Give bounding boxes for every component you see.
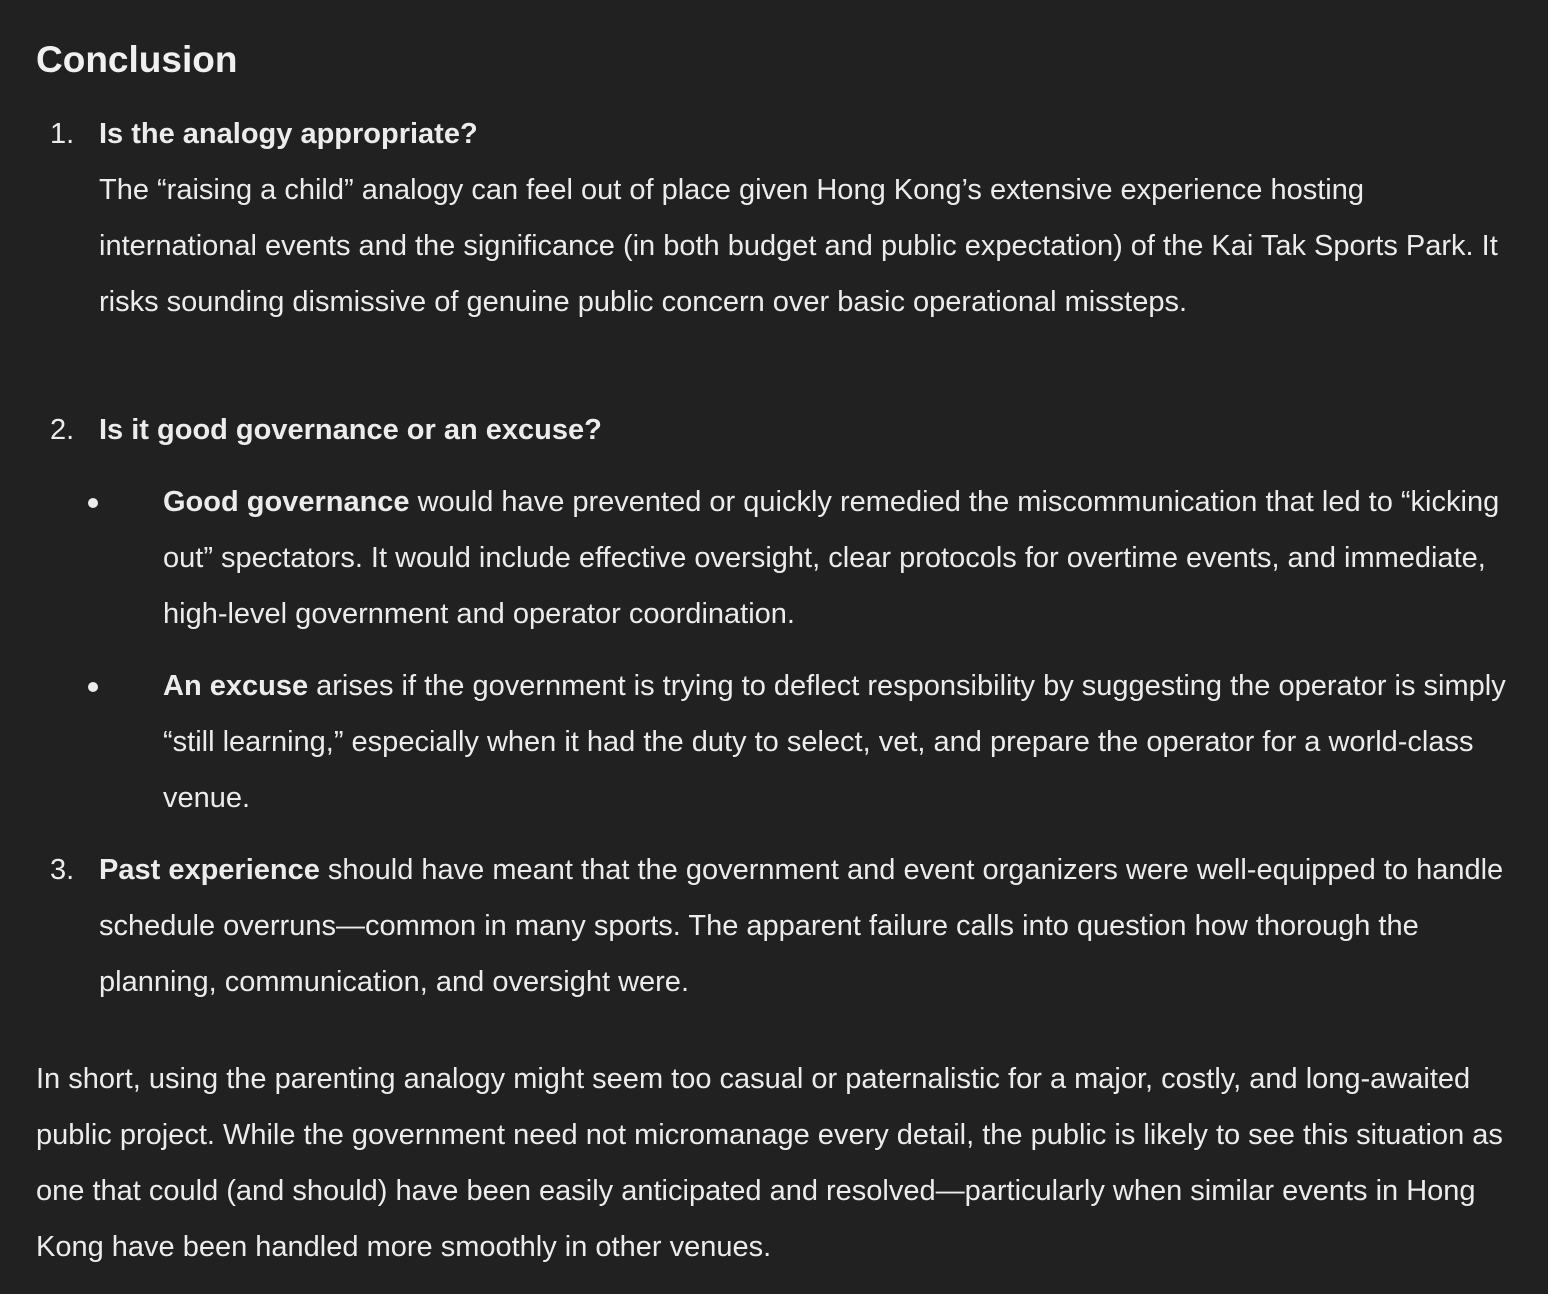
bullet-lead: An excuse: [163, 670, 309, 702]
list-item-body: [99, 106, 1512, 330]
list-item-text: should have meant that the government and event organizers were well-equipped to handle schedule overruns—common in many sports. The apparent failure calls into question how thorough the planning, communication, and oversight were.: [99, 854, 1504, 998]
bullet-dot-icon: [88, 682, 98, 692]
bullet-text: [163, 658, 1512, 826]
bullet-body: would have prevented or quickly remedied the miscommunication that led to “kicking out” spectators. It would include effective oversight, clear protocols for overtime events, and immediate, high-level government and operator coordination.: [163, 486, 1500, 630]
list-item-number: 1.: [50, 118, 75, 150]
list-item-title: Is the analogy appropriate?: [99, 118, 478, 150]
bullet-text: [163, 474, 1512, 642]
bullet-dot-icon: [88, 498, 98, 508]
list-item-number: 2.: [50, 414, 75, 446]
bullet-body: arises if the government is trying to deflect responsibility by suggesting the operator is simply “still learning,” especially when it had the duty to select, vet, and prepare the operator for a world-class venue.: [163, 670, 1506, 814]
list-item-body: [99, 402, 1512, 458]
list-item-title: Is it good governance or an excuse?: [99, 414, 602, 446]
list-item-text: The “raising a child” analogy can feel out of place given Hong Kong’s extensive experience hosting international events and the significance (in both budget and public expectation) of the Kai Tak Sports Park. It risks sounding dismissive of genuine public concern over basic operational missteps.: [99, 174, 1498, 318]
bullet-lead: Good governance: [163, 486, 410, 518]
list-item-body: [99, 842, 1512, 1010]
section-heading: Conclusion: [36, 39, 238, 80]
list-item-lead: Past experience: [99, 854, 320, 886]
summary-paragraph: In short, using the parenting analogy might seem too casual or paternalistic for a major, costly, and long-awaited public project. While the government need not micromanage every detail, the public is likely to see this situation as one that could (and should) have been easily anticipated and resolved—particularly when similar events in Hong Kong have been handled more smoothly in other venues.: [36, 1063, 1503, 1263]
list-item-number: 3.: [50, 854, 75, 886]
